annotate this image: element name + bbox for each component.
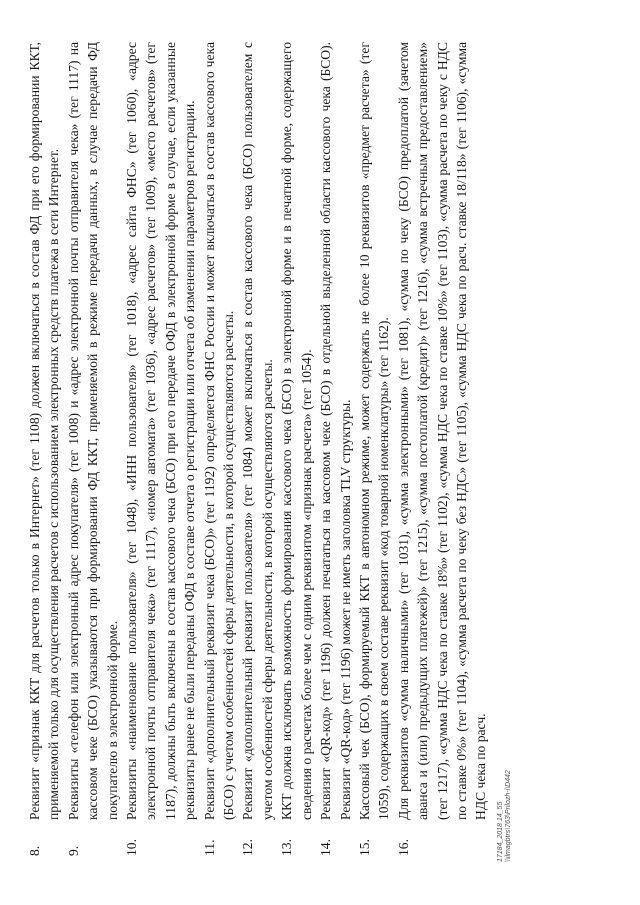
item-number: 8. <box>27 845 42 856</box>
item-text: ККТ должна исключать возможность формирования кассового чека (БСО) в электронной форме и в печатной форме, содержащего сведения о расчетах более чем с одним реквизитом «признак расчета» (тег 1054). <box>279 42 314 820</box>
item-text: Реквизиты «телефон или электронный адрес покупателя» (тег 1008) и «адрес электронной почты отправителя чека» (тег 1117) на кассовом чеке (БСО) указываются при формировании ФД ККТ, применяемой в режиме передачи данных, в случае передачи ФД покупателю в электронной форме. <box>65 42 120 820</box>
list-item <box>316 42 355 862</box>
list-item <box>394 42 491 862</box>
item-text: Реквизит «признак ККТ для расчетов только в Интернет» (тег 1108) должен включаться в состав ФД при его формировании ККТ, применяемой только для осуществления расчетов с использованием электронных средств платежа в сети Интернет. <box>27 42 62 820</box>
item-number: 16. <box>395 839 411 856</box>
item-text: Реквизит «дополнительный реквизит пользователя» (тег 1084) может включаться в состав кассового чека (БСО) пользователем с учетом особенностей сферы деятельности, в которой осуществляются расчеты. <box>240 42 275 820</box>
item-number: 11. <box>201 839 217 856</box>
list-item <box>277 42 316 862</box>
list-item <box>200 42 239 862</box>
list-item <box>355 42 394 862</box>
item-number: 13. <box>279 839 295 856</box>
item-text: Реквизиты «наименование пользователя» (тег 1048), «ИНН пользователя» (тег 1018), «адрес сайта ФНС» (тег 1060), «адрес электронной почты отправителя чека» (тег 1117), «номер автомата» (тег 1036), «адрес расчетов» (тег 1009), «место расчетов» (тег 1187), должны быть включены в состав кассового чека (БСО) при его передаче ОФД в электронной форме в случае, если указанные реквизиты ранее не были переданы ОФД в составе отчета о регистрации или отчета об изменении параметров регистрации. <box>124 42 198 820</box>
item-number: 10. <box>124 839 140 856</box>
item-text: Реквизит «дополнительный реквизит чека (БСО)» (тег 1192) определяется ФНС России и может включаться в состав кассового чека (БСО) с учетом особенностей сферы деятельности, в которой осуществляются расчеты. <box>201 42 237 820</box>
item-number: 12. <box>240 839 256 856</box>
list-item <box>25 42 64 862</box>
rotated-text-block <box>25 42 615 862</box>
item-number: 15. <box>356 839 372 856</box>
item-text: Реквизит «QR-код» (тег 1196) должен печататься на кассовом чеке (БСО) в отдельной выделенной области кассового чека (БСО). Реквизит «QR-код» (тег 1196) может не иметь заголовка TLV структуры. <box>318 42 353 820</box>
list-item <box>122 42 200 862</box>
item-number: 9. <box>65 845 81 856</box>
file-path-footer <box>497 42 513 862</box>
list-item <box>64 42 122 862</box>
footer-line: 17184_2018 14_55 <box>496 801 504 862</box>
item-text: Кассовый чек (БСО), формируемый ККТ в автономном режиме, может содержать не более 10 реквизитов «предмет расчета» (тег 1059), содержащих в своем составе реквизит «код товарной номенклатуры» (тег 1162). <box>356 42 392 820</box>
footer-line: \\ilmagbtrs\763\Prilozh-i\D442 <box>504 770 512 862</box>
item-text: Для реквизитов «сумма наличными» (тег 1031), «сумма электронными» (тег 1081), «сумма по чеку (БСО) предоплатой (зачетом аванса и (или) предыдущих платежей)» (тег 1215), «сумма постоплатой (кредит)» (тег 1216), «сумма встречным предоставлением» (тег 1217), «сумма НДС чека по ставке 18%» (тег 1102), «сумма НДС чека по ставке 10%» (тег 1103), «сумма расчета по чеку с НДС по ставке 0%» (тег 1104), «сумма расчета по чеку без НДС» (тег 1105), «сумма НДС чека по расч. ставке 18/118» (тег 1106), «сумма НДС чека по расч. <box>395 42 489 820</box>
list-item <box>238 42 277 862</box>
item-number: 14. <box>318 839 334 856</box>
